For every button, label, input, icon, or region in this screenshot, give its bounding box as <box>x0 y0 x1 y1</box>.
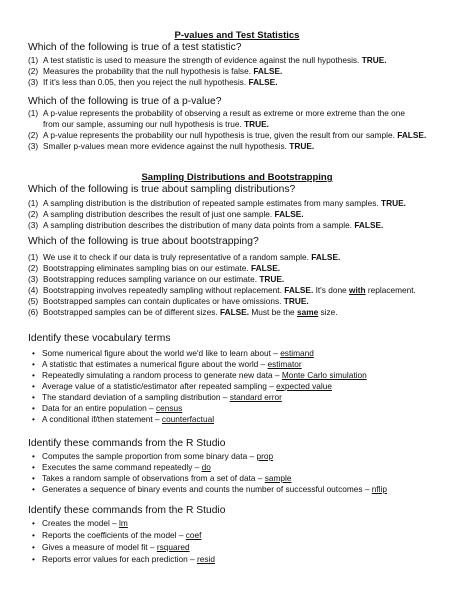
bullet-item <box>32 348 314 359</box>
bullet-icon: • <box>32 414 35 424</box>
item-number: (3) <box>28 77 39 87</box>
item-number: (1) <box>28 252 39 262</box>
item-verdict: FALSE. <box>248 77 278 87</box>
item-verdict: FALSE. <box>251 263 281 273</box>
bullet-answer: coef <box>185 530 202 540</box>
bullet-text: Some numerical figure about the world we'd like to learn about – <box>42 348 281 358</box>
list-item <box>28 307 338 318</box>
bullet-item <box>32 359 302 370</box>
bullet-icon: • <box>32 518 35 528</box>
bullet-item <box>32 403 183 414</box>
item-verdict: TRUE. <box>361 55 387 65</box>
list-item <box>28 263 280 274</box>
bullet-icon: • <box>32 462 35 472</box>
bullet-answer: lm <box>119 518 128 528</box>
item-verdict: TRUE. <box>244 119 269 129</box>
question-sampling-distributions: Which of the following is true about sampling distributions? <box>28 184 296 195</box>
item-number: (5) <box>28 296 39 306</box>
bullet-text: The standard deviation of a sampling distribution – <box>42 392 230 402</box>
bullet-text: Reports the coefficients of the model – <box>42 530 186 540</box>
bullet-text: Takes a random sample of observations from a set of data – <box>42 473 265 483</box>
list-item <box>28 252 340 263</box>
item-text: We use it to check if our data is truly representative of a random sample. <box>43 252 309 262</box>
item-note: replacement. <box>365 285 416 295</box>
bullet-text: Generates a sequence of binary events and counts the number of successful outcomes – <box>42 484 372 494</box>
bullet-icon: • <box>32 359 35 369</box>
question-test-statistic: Which of the following is true of a test statistic? <box>28 42 242 53</box>
bullet-answer: sample <box>264 473 292 483</box>
bullet-item <box>32 381 332 392</box>
list-item <box>28 55 387 66</box>
bullet-answer: rsquared <box>156 542 190 552</box>
item-note-emphasis: same <box>296 307 319 317</box>
item-verdict: TRUE. <box>283 296 309 306</box>
item-verdict: TRUE. <box>289 141 315 151</box>
item-number: (1) <box>28 198 39 208</box>
bullet-icon: • <box>32 484 35 494</box>
item-text: Bootstrapped samples can be of different sizes. <box>43 307 218 317</box>
bullet-item <box>32 518 128 529</box>
item-note: Must be the <box>249 307 297 317</box>
bullet-answer: census <box>155 403 183 413</box>
bullet-item <box>32 542 190 553</box>
item-text: A p-value represents the probability of observing a result as extreme or more extreme than the one <box>43 108 406 118</box>
bullet-icon: • <box>32 348 35 358</box>
item-verdict: FALSE. <box>219 307 250 317</box>
item-number: (4) <box>28 285 39 295</box>
bullet-answer: expected value <box>276 381 332 391</box>
list-item <box>28 141 314 152</box>
question-bootstrapping: Which of the following is true about bootstrapping? <box>28 236 259 247</box>
bullet-text: Gives a measure of model fit – <box>42 542 157 552</box>
bullet-item <box>32 462 211 473</box>
section-title-pvalues: P-values and Test Statistics <box>174 30 300 41</box>
list-item <box>28 296 309 307</box>
item-text: A p-value represents the probability our null hypothesis is true, given the result from our sample. <box>43 130 395 140</box>
bullet-item <box>32 370 367 381</box>
item-verdict: FALSE. <box>253 66 283 76</box>
heading-vocabulary: Identify these vocabulary terms <box>28 333 171 344</box>
item-number: (2) <box>28 263 39 273</box>
bullet-answer: counterfactual <box>161 414 215 424</box>
item-number: (2) <box>28 130 39 140</box>
item-verdict: FALSE. <box>311 252 341 262</box>
bullet-answer: Monte Carlo simulation <box>281 370 367 380</box>
item-number: (3) <box>28 220 39 230</box>
bullet-item <box>32 392 282 403</box>
list-item <box>28 66 282 77</box>
bullet-icon: • <box>32 451 35 461</box>
bullet-answer: resid <box>196 554 215 564</box>
item-text: Bootstrapping reduces sampling variance on our estimate. <box>43 274 257 284</box>
heading-commands-1: Identify these commands from the R Studio <box>28 438 226 449</box>
list-item <box>28 220 383 231</box>
item-verdict: FALSE. <box>354 220 384 230</box>
item-verdict: TRUE. <box>381 198 406 208</box>
bullet-item <box>32 451 274 462</box>
bullet-item <box>32 473 292 484</box>
bullet-item <box>32 484 387 495</box>
list-item <box>28 130 426 141</box>
question-pvalue: Which of the following is true of a p-value? <box>28 96 222 107</box>
list-item <box>28 108 405 119</box>
item-text: If it's less than 0.05, then you reject the null hypothesis. <box>43 77 247 87</box>
item-verdict: FALSE. <box>284 285 314 295</box>
item-number: (2) <box>28 209 39 219</box>
list-item <box>28 274 284 285</box>
bullet-answer: estimand <box>280 348 314 358</box>
item-text: Bootstrapped samples can contain duplicates or have omissions. <box>43 296 282 306</box>
bullet-text: Creates the model – <box>42 518 120 528</box>
bullet-icon: • <box>32 403 35 413</box>
item-number: (3) <box>28 274 39 284</box>
item-text: Measures the probability that the null hypothesis is false. <box>43 66 251 76</box>
bullet-text: A statistic that estimates a numerical figure about the world – <box>42 359 268 369</box>
list-item-continuation <box>43 119 269 130</box>
bullet-item <box>32 414 215 425</box>
list-item <box>28 285 416 296</box>
bullet-answer: standard error <box>229 392 282 402</box>
bullet-text: Average value of a statistic/estimator after repeated sampling – <box>42 381 277 391</box>
item-note-emphasis: with <box>348 285 366 295</box>
list-item <box>28 198 406 209</box>
bullet-text: Reports error values for each prediction – <box>42 554 197 564</box>
bullet-text: Repeatedly simulating a random process to generate new data – <box>42 370 282 380</box>
bullet-item <box>32 554 215 565</box>
bullet-icon: • <box>32 530 35 540</box>
bullet-icon: • <box>32 381 35 391</box>
item-text: Smaller p-values mean more evidence against the null hypothesis. <box>43 141 287 151</box>
bullet-icon: • <box>32 554 35 564</box>
item-verdict: FALSE. <box>397 130 427 140</box>
item-text: A sampling distribution is the distribution of repeated sample estimates from many samples. <box>43 198 379 208</box>
list-item <box>28 209 304 220</box>
item-text: Bootstrapping involves repeatedly sampling without replacement. <box>43 285 282 295</box>
item-text: from our sample, assuming our null hypothesis is true. <box>43 119 242 129</box>
bullet-text: A conditional if/then statement – <box>42 414 162 424</box>
item-verdict: FALSE. <box>274 209 304 219</box>
item-number: (2) <box>28 66 39 76</box>
item-note: It's done <box>313 285 349 295</box>
bullet-text: Computes the sample proportion from some binary data – <box>42 451 257 461</box>
bullet-item <box>32 530 202 541</box>
bullet-answer: estimator <box>267 359 302 369</box>
bullet-icon: • <box>32 370 35 380</box>
bullet-answer: prop <box>256 451 274 461</box>
item-note: size. <box>318 307 338 317</box>
item-number: (6) <box>28 307 39 317</box>
item-number: (1) <box>28 55 39 65</box>
bullet-answer: do <box>201 462 211 472</box>
bullet-text: Executes the same command repeatedly – <box>42 462 202 472</box>
bullet-text: Data for an entire population – <box>42 403 156 413</box>
bullet-icon: • <box>32 542 35 552</box>
item-text: A test statistic is used to measure the strength of evidence against the null hypothesis. <box>43 55 360 65</box>
list-item <box>28 77 278 88</box>
bullet-icon: • <box>32 473 35 483</box>
heading-commands-2: Identify these commands from the R Studio <box>28 505 226 516</box>
section-title-sampling: Sampling Distributions and Bootstrapping <box>141 172 333 183</box>
bullet-answer: nflip <box>371 484 387 494</box>
item-text: A sampling distribution describes the result of just one sample. <box>43 209 273 219</box>
item-verdict: TRUE. <box>259 274 285 284</box>
item-text: Bootstrapping eliminates sampling bias on our estimate. <box>43 263 249 273</box>
item-number: (1) <box>28 108 39 118</box>
item-text: A sampling distribution describes the distribution of many data points from a sample. <box>43 220 352 230</box>
bullet-icon: • <box>32 392 35 402</box>
item-number: (3) <box>28 141 39 151</box>
